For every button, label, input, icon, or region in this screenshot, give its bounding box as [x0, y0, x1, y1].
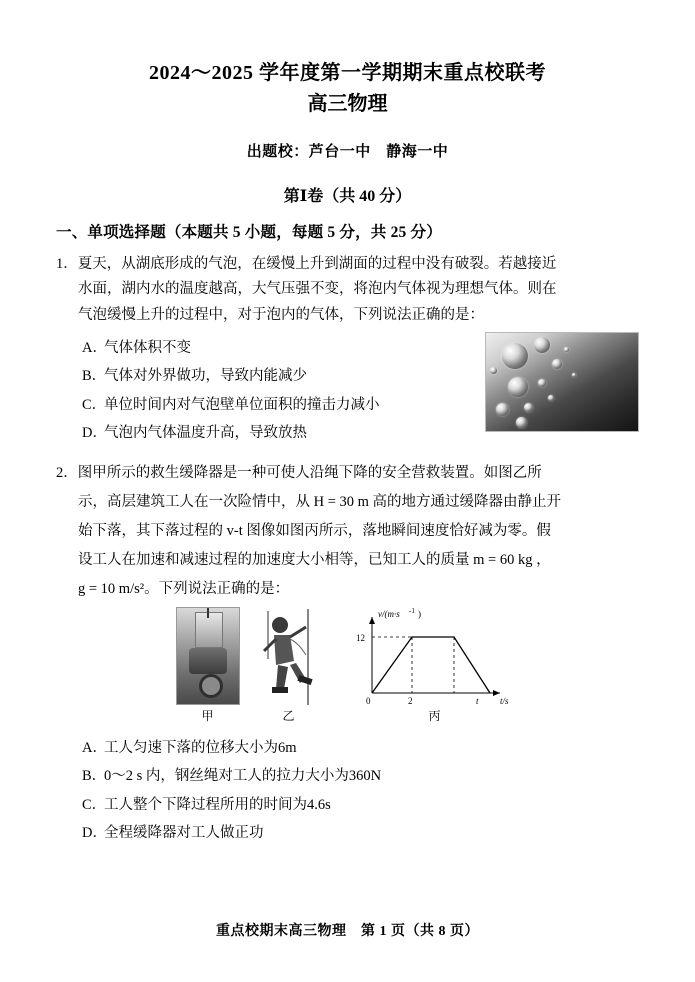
volume-heading: 第Ⅰ卷（共 40 分）: [283, 188, 412, 205]
question-2-figures: [56, 607, 639, 724]
velocity-time-graph: [350, 605, 520, 705]
svg-text:t: t: [475, 696, 479, 706]
question-1-option-d[interactable]: D．气泡内气体温度升高，导致放热: [82, 424, 307, 441]
question-1-option-c[interactable]: C．单位时间内对气泡壁单位面积的撞击力减小: [82, 396, 380, 413]
svg-text:): ): [417, 609, 421, 620]
svg-text:0: 0: [365, 696, 370, 706]
question-1: [56, 252, 639, 447]
question-2-option-a[interactable]: A．工人匀速下落的位移大小为6m: [82, 740, 297, 757]
page-subtitle: 高三物理: [307, 93, 388, 115]
question-1-line-1: 1．夏天，从湖底形成的气泡，在缓慢上升到湖面的过程中没有破裂。若越接近: [56, 256, 557, 272]
question-2-line-2: 示，高层建筑工人在一次险情中，从 H = 30 m 高的地方通过缓降器由静止开: [78, 494, 562, 511]
bubbles-photo: [485, 332, 639, 432]
question-2: [56, 459, 639, 604]
question-2-option-d[interactable]: D．全程缓降器对工人做正功: [82, 824, 264, 841]
figure-jia: [176, 607, 240, 724]
worker-descending-illustration: [250, 609, 328, 705]
section-heading: 一、单项选择题（本题共 5 小题，每题 5 分，共 25 分）: [56, 224, 442, 241]
figure-yi: [250, 609, 328, 724]
question-2-line-3: 始下落，其下落过程的 v-t 图像如图丙所示，落地瞬间速度恰好减为零。假: [78, 523, 551, 540]
svg-text:2: 2: [407, 696, 412, 706]
figure-jia-label: 甲: [201, 709, 214, 724]
question-2-option-c[interactable]: C．工人整个下降过程所用的时间为4.6s: [82, 796, 331, 813]
worker-svg: [250, 609, 328, 705]
figure-bing-label: 丙: [428, 709, 441, 724]
question-2-line-5: g = 10 m/s²。下列说法正确的是：: [78, 581, 290, 598]
question-2-line-4: 设工人在加速和减速过程的加速度大小相等，已知工人的质量 m = 60 kg ，: [78, 552, 551, 569]
question-2-option-b[interactable]: B．0～2 s 内，钢丝绳对工人的拉力大小为360N: [82, 768, 382, 785]
question-2-line-1: 2．图甲所示的救生缓降器是一种可使人沿绳下降的安全营救装置。如图乙所: [56, 465, 542, 482]
svg-text:-1: -1: [408, 607, 415, 616]
vt-chart-svg: [350, 605, 520, 705]
figure-bing: [350, 605, 520, 724]
question-1-option-b[interactable]: B．气体对外界做功，导致内能减少: [82, 368, 307, 385]
question-1-option-a[interactable]: A．气体体积不变: [82, 340, 191, 357]
descender-device-photo: [176, 607, 240, 705]
page-footer: 重点校期末高三物理 第 1 页（共 8 页）: [216, 924, 479, 939]
svg-text:t/s: t/s: [499, 696, 509, 706]
figure-yi-label: 乙: [282, 709, 295, 724]
svg-text:v/(m·s: v/(m·s: [377, 609, 400, 620]
svg-text:12: 12: [355, 633, 365, 644]
question-1-line-2: 水面，湖内水的温度越高，大气压强不变，将泡内气体视为理想气体。则在: [78, 281, 557, 298]
page-title: 2024～2025 学年度第一学期期末重点校联考: [149, 62, 546, 84]
question-1-line-3: 气泡缓慢上升的过程中，对于泡内的气体，下列说法正确的是：: [78, 306, 484, 323]
examiners-line: 出题校：芦台一中 静海一中: [246, 144, 449, 160]
